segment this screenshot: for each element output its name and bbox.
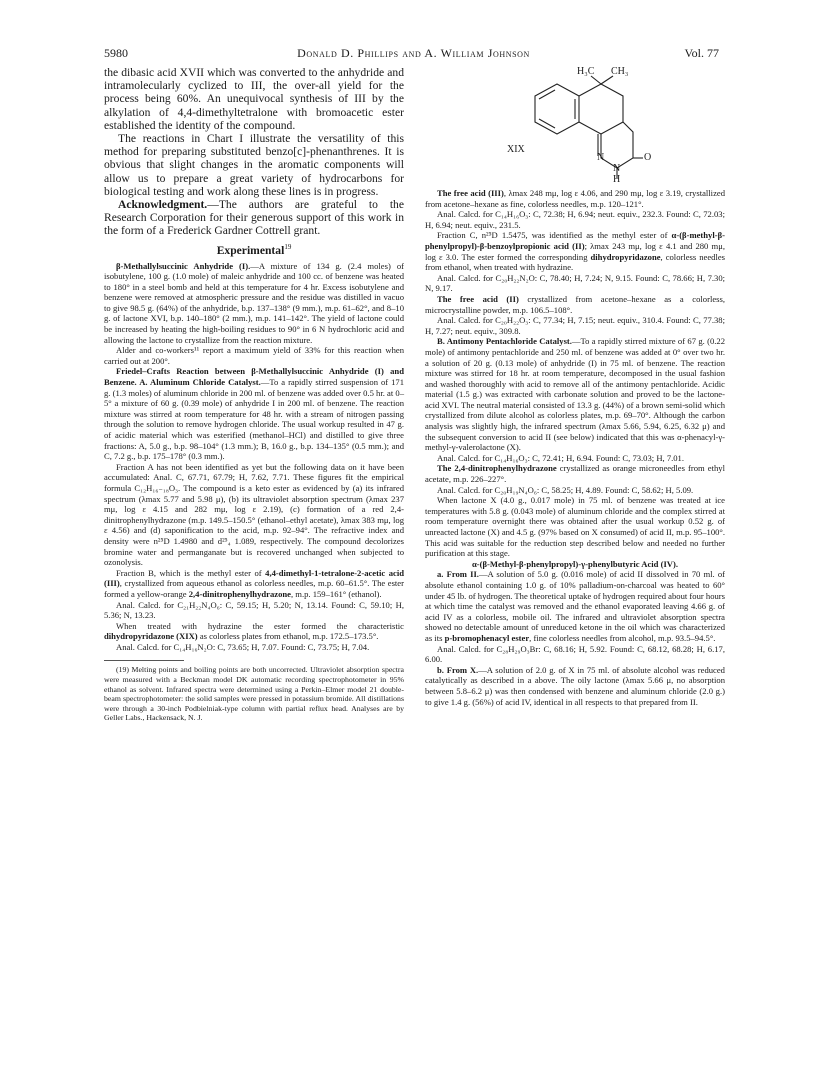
structure-xix <box>425 66 725 184</box>
procedure-anhydride-title: β-Methallylsuccinic Anhydride (I). <box>116 260 251 271</box>
fraction-a-paragraph: Fraction A has not been identified as yet but the following data on it have been accumulated: Anal. C, 67.71, 67.79; H, 7.62, 7.71. These figures fit the empirical formula C₁₂H₁₆₋₁₈O₃. The compound is a keto ester as evidenced by (a) its infrared spectrum (λmax 5.77 and 5.98 μ), (b) its ultraviolet absorption spectrum (λmax 237 mμ, log ε 4.15 and 282 mμ, log ε 2.19), (c) formation of a red 2,4-dinitrophenylhydrazone (m.p. 149.5–150.5° (ethanol–ethyl acetate), λmax 383 mμ, log ε 4.56) and (d) saponification to the acid, m.p. 92–94°. The refractive index and density were n²⁵D 1.4980 and d²⁵₄ 1.089, respectively. The compound decolorizes bromine water and permanganate but is recovered unchanged when subjected to ozonolysis. <box>104 461 404 568</box>
right-column <box>425 66 725 707</box>
fraction-c-text-1: Fraction C, n²⁵D 1.5475, was identified as the methyl ester of <box>437 230 672 241</box>
fraction-c-text-2: ; λmax 243 mμ, log ε 4.1 and 280 mμ, log ε 3.0. The ester formed the corresponding <box>425 240 725 262</box>
procedure-from-ii-text-1: —A solution of 5.0 g. (0.016 mole) of acid II dissolved in 70 ml. of absolute ethanol containing 1.0 g. of 10% palladium-on-charcoal was heated to 60° under 45 lb. of hydrogen. The theoretical uptake of hydrogen required about four hours at which time the catalyst was removed and the ethanol evaporated leaving 4.66 g. of acid IV as a colorless, mobile oil. The infrared and ultraviolet absorption spectra showed no detectable amount of unreduced ketone in the oil which was characterized as its <box>425 569 725 643</box>
acknowledgment <box>104 198 404 238</box>
dnp-title: The 2,4-dinitrophenylhydrazone <box>437 463 557 474</box>
dnp-paragraph <box>425 463 725 484</box>
compound-iv-heading <box>425 559 725 570</box>
hydrazine-compound: dihydropyridazone (XIX) <box>104 631 198 642</box>
fraction-c-text-3: , colorless needles from ethanol, when treated with hydrazine. <box>425 251 725 273</box>
procedure-anhydride-text: —A mixture of 134 g. (2.4 moles) of isobutylene, 100 g. (1.0 mole) of maleic anhydride and 100 cc. of benzene was heated to 180° in a steel bomb and held at this temperature for 4 hr. Excess isobutylene and benzene were removed at atmospheric pressure and the residue was distilled in vacuo to give 98.5 g. (64%) of the anhydride, b.p. 137–138° (9 mm.), m.p. 61–62°, and 8–10 g. of lactone XVI, b.p. 140–180° (2 mm.), m.p. 141–142°. The yield of lactone could be increased by heating the high-boiling residues to 90° in 6 N hydrochloric acid and allowing the lactone to crystallize from the reaction mixture. <box>104 260 404 345</box>
procedure-from-x-text: —A solution of 2.0 g. of X in 75 ml. of absolute alcohol was reduced catalytically as described in a above. The oily lactone (λmax 5.66 μ, no absorption between 5.8–6.2 μ) was then condensed with benzene and aluminum chloride (2.0 g.) to give 1.4 g. (56%) of acid IV, identical in all respects to that prepared from II. <box>425 664 725 707</box>
acknowledgment-text: —The authors are grateful to the Research Corporation for their generous support of this work in the form of a Frederick Gardner Cottrell grant. <box>104 198 404 238</box>
footnote-rule <box>104 660 184 661</box>
hydrazine-paragraph <box>104 621 404 642</box>
free-acid-ii-text: crystallized from acetone–hexane as a colorless, microcrystalline powder, m.p. 106.5–108°. <box>425 293 725 315</box>
structure-methyl-left: H₃C <box>577 66 595 77</box>
structure-label: XIX <box>507 144 525 155</box>
procedure-from-ii <box>425 569 725 643</box>
fraction-b-text-3: , m.p. 159–161° (ethanol). <box>290 588 382 599</box>
procedure-friedel-crafts-text: —To a rapidly stirred suspension of 171 g. (1.3 moles) of aluminum chloride in 200 ml. of benzene was added over 0.5 hr. at 0–5° a mixture of 60 g. (0.39 mole) of anhydride I in 200 ml. of benzene. The reaction mixture was stirred at room temperature for 48 hr. with a stream of nitrogen passing through the solution to remove hydrogen chloride. The usual workup resulted in 47 g. of acidic material which was esterified (methanol–HCl) and distilled to give three fractions: A, 5.0 g., b.p. 98–104° (1.3 mm.); B, 16.0 g., b.p. 134–135° (0.5 mm.); and C, 7.2 g., b.p. 175–178° (0.3 mm.). <box>104 377 405 462</box>
volume-number: Vol. 77 <box>684 46 719 60</box>
intro-paragraph-1: the dibasic acid XVII which was converted to the anhydride and intramolecularly cyclized to III, the over-all yield for the process being 60%. An unequivocal synthesis of III by the alkylation of 4,4-dimethyltetralone with bromoacetic ester established the identity of the compound. <box>104 66 404 132</box>
free-acid-ii-title: The free acid (II) <box>437 293 519 304</box>
procedure-antimony <box>425 336 725 453</box>
structure-oxygen: O <box>644 152 652 163</box>
left-column <box>104 66 404 723</box>
intro-paragraph-2: The reactions in Chart I illustrate the versatility of this method for preparing substituted benzo[c]-phenanthrenes. It is obvious that slight changes in the aromatic components will allow us to prepare a great variety of hydrocarbons for biological testing and work along these lines is in progress. <box>104 132 404 198</box>
hydrazine-text-1: When treated with hydrazine the ester formed the characteristic <box>116 620 404 631</box>
structure-nitrogen-1: N <box>597 152 605 163</box>
lactone-conversion: When lactone X (4.0 g., 0.017 mole) in 75 ml. of benzene was treated at ice temperatures with 5.8 g. (0.043 mole) of aluminum chloride and the complex stirred at room temperature overnight there was obtained after the usual workup 0.52 g. of unreacted lactone (X) and 4.5 g. (97% based on X consumed) of acid II, m.p. 95–100°. This acid was suitable for the reduction step described below and needed no further purification at this stage. <box>425 495 725 559</box>
free-acid-iii-text: , λmax 248 mμ, log ε 4.06, and 290 mμ, log ε 3.19, crystallized from acetone–hexane as fine, colorless needles, m.p. 120–121°. <box>425 188 725 209</box>
running-header <box>0 46 827 62</box>
fraction-c-compound: α-(β-methyl-β-phenylpropyl)-β-benzoylpropionic acid (II) <box>425 230 725 251</box>
fraction-c-derivative: dihydropyridazone <box>590 251 661 262</box>
fraction-b-derivative: 2,4-dinitrophenylhydrazone <box>188 588 291 599</box>
alder-note: Alder and co-workers¹¹ report a maximum yield of 33% for this reaction when carried out at 200°. <box>104 345 404 366</box>
structure-hydrogen: H <box>613 174 621 185</box>
page-number: 5980 <box>104 46 128 60</box>
analysis-x: Anal. Calcd. for C₁₄H₁₆O₃: C, 72.41; H, 6.94. Found: C, 73.03; H, 7.01. <box>437 452 685 463</box>
procedure-friedel-crafts <box>104 366 404 461</box>
footnote-19: (19) Melting points and boiling points are both uncorrected. Ultraviolet absorption spectra were measured with a Beckman model DK automatic recording spectrophotometer in 95% ethanol as solvent. Infrared spectra were determined using a Perkin–Elmer model 21 double-beam spectrophotometer: the solid samples were pressed in potassium bromide. All distillations were through a 30-inch Podbielniak-type column with partial reflux head. Analyses are by Geller Labs., Hackensack, N. J. <box>104 665 404 723</box>
procedure-from-x-title: b. From X. <box>437 664 479 675</box>
analysis-dihydropyridazone: Anal. Calcd. for C₂₀H₂₂N₂O: C, 78.40; H, 7.24; N, 9.15. Found: C, 78.66; H, 7.30; N, 9.17. <box>425 272 725 294</box>
analysis-ii: Anal. Calcd. for C₂₀H₂₂O₃: C, 77.34; H, 7.15; neut. equiv., 310.4. Found: C, 77.38; H, 7.27; neut. equiv., 309.8. <box>425 315 725 336</box>
procedure-antimony-title: B. Antimony Pentachloride Catalyst. <box>437 336 572 347</box>
experimental-title: Experimental <box>216 243 285 257</box>
fraction-c-paragraph <box>425 230 725 272</box>
acknowledgment-label: Acknowledgment. <box>118 198 208 212</box>
free-acid-ii <box>425 294 725 315</box>
analysis-iv-ester: Anal. Calcd. for C₂₈H₂₉O₃Br: C, 68.16; H, 5.92. Found: C, 68.12, 68.28; H, 6.17, 6.00. <box>425 643 725 665</box>
procedure-from-ii-text-2: , fine colorless needles from alcohol, m.p. 93.5–94.5°. <box>529 632 716 643</box>
fraction-b-paragraph <box>104 568 404 600</box>
running-authors: Donald D. Phillips and A. William Johnson <box>297 46 530 60</box>
procedure-friedel-crafts-title: Friedel–Crafts Reaction between β-Methallylsuccinic Anhydride (I) and Benzene. A. Aluminum Chloride Catalyst. <box>104 366 404 388</box>
dnp-text: crystallized as orange microneedles from ethyl acetate, m.p. 226–227°. <box>425 463 725 485</box>
fraction-b-text-1: Fraction B, which is the methyl ester of <box>116 567 266 578</box>
free-acid-iii-title: The free acid (III) <box>437 188 504 198</box>
fraction-b-text-2: , crystallized from aqueous ethanol as colorless needles, m.p. 60–61.5°. The ester formed a yellow-orange <box>104 578 404 599</box>
structure-methyl-right: CH₃ <box>611 66 629 77</box>
analysis-fraction-b: Anal. Calcd. for C₂₁H₂₂N₄O₆: C, 59.15; H, 5.20; N, 13.14. Found: C, 59.10; H, 5.36; N, 13.23. <box>104 599 404 621</box>
fraction-b-compound: 4,4-dimethyl-1-tetralone-2-acetic acid (III) <box>104 567 404 589</box>
procedure-antimony-text: —To a rapidly stirred mixture of 67 g. (0.22 mole) of antimony pentachloride and 250 ml. of benzene was added at 0° over two hr. a solution of 20 g. (0.13 mole) of anhydride (I) in 75 ml. of benzene. The reaction mixture was stirred for 18 hr. at room temperature, decomposed in the usual fashion and washed thoroughly with acid to remove all of the antimony pentachloride. Acidic material (1.5 g.) was extracted with carbonate solution and proved to be the lactone-acid XVI. The neutral material consisted of 13.3 g. (44%) of a brown semi-solid which crystallized from dilute alcohol as colorless plates, m.p. 69–70°. Although the carbon analysis was slightly high, the infrared spectrum (λmax 5.66, 5.94, 6.25, 6.32 μ) and the subsequent conversion to acid II (see below) indicated that this was α-phenacyl-γ-methyl-γ-valerolactone (X). <box>425 336 725 453</box>
analysis-xix: Anal. Calcd. for C₁₄H₁₆N₂O: C, 73.65; H, 7.07. Found: C, 73.75; H, 7.04. <box>116 641 370 652</box>
free-acid-iii <box>425 188 725 209</box>
structure-nitrogen-2: N <box>613 163 621 174</box>
procedure-from-ii-ester: p-bromophenacyl ester <box>444 632 530 643</box>
experimental-heading <box>104 243 404 257</box>
structure-xix-drawing <box>495 66 655 184</box>
analysis-iii: Anal. Calcd. for C₁₄H₁₆O₃: C, 72.38; H, 6.94; neut. equiv., 232.3. Found: C, 72.03; H, 6.94; neut. equiv., 231.5. <box>425 209 725 230</box>
footnote-ref-19: 19 <box>284 242 292 251</box>
procedure-from-ii-title: a. From II. <box>437 569 479 580</box>
compound-iv-title: α-(β-Methyl-β-phenylpropyl)-γ-phenylbutyric Acid (IV). <box>471 558 679 569</box>
hydrazine-text-2: as colorless plates from ethanol, m.p. 172.5–173.5°. <box>197 631 379 642</box>
procedure-from-x <box>425 665 725 707</box>
analysis-dnp: Anal. Calcd. for C₂₀H₁₉N₄O₆: C, 58.25; H, 4.89. Found: C, 58.62; H, 5.09. <box>437 484 694 495</box>
procedure-anhydride <box>104 261 404 346</box>
